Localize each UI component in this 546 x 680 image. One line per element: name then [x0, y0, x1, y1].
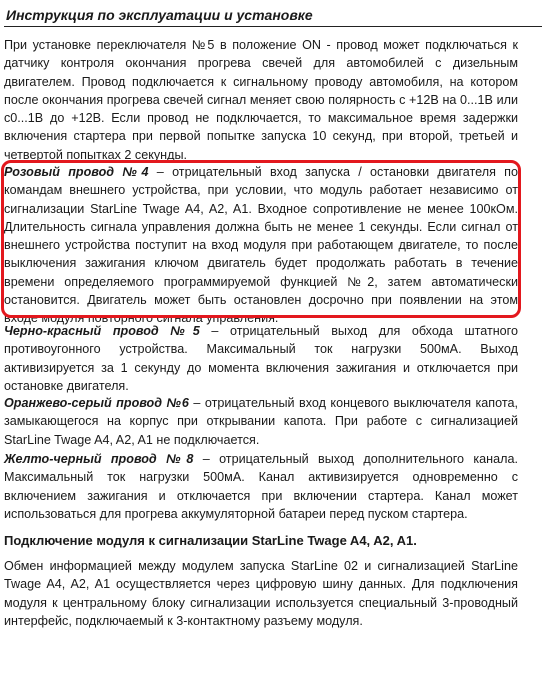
wire-6-text: – отрицательный вход концевого выключателя капота, замыкающегося на корпус при открывании капота. При работе с сигнализацией StarLine Twage A4, A2, A1 не подключается.	[4, 396, 518, 447]
wire-8-term: Желто-черный провод №8	[4, 452, 194, 466]
wire-4-text: – отрицательный вход запуска / остановки двигателя по командам внешнего устройства, при условии, что модуль работает независимо от сигнализации StarLine Twage A4, A2, A1. Входное сопротивление не менее 100кОм. Длительность сигнала управления должна быть не менее 1 секунды. Если сигнал от внешнего устройства поступит на вход модуля при работающем двигателе, то после выключения зажигания ключом двигатель будет продолжать работать в течение времени определяемого программируемой функцией №2, затем автоматически остановится. Двигатель может быть остановлен досрочно при появлении на этом входе модуля повторного сигнала управления.	[4, 165, 519, 326]
wire-5-paragraph	[4, 322, 518, 395]
intro-paragraph: При установке переключателя №5 в положение ON - провод может подключаться к датчику контроля окончания прогрева свечей для автомобилей с дизельным двигателем. Провод подключается к сигнальному проводу автомобиля, на котором после окончания прогрева свечей сигнал меняет свою полярность с +12В на 0...1В или с0...1В до +12В. Если провод не подключается, то максимальное время задержки включения стартера при первой попытке запуска 10 секунд, при второй, третьей и четвертой попытках 2 секунды.	[4, 38, 518, 162]
wire-6-term: Оранжево-серый провод №6	[4, 396, 189, 410]
wire-5-text: – отрицательный выход для обхода штатного противоугонного устройства. Максимальный ток нагрузки 500мА. Выход активизируется за 1 секунду до момента включения зажигания и отключается при остановке двигателя.	[4, 324, 518, 393]
wire-8-text: – отрицательный выход дополнительного канала. Максимальный ток нагрузки 500мА. Канал активизируется одновременно с включением зажигания и отключается при включении стартера. Канал может использоваться для прогрева аккумуляторной батареи перед пуском стартера.	[4, 452, 518, 521]
section-paragraph: Обмен информацией между модулем запуска StarLine 02 и сигнализацией StarLine Twage A4, A2, A1 осуществляется через цифровую шину данных. Для подключения модуля к центральному блоку сигнализации используется специальный 3-проводный интерфейс, подключаемый к 3-контактному разъему модуля.	[4, 559, 518, 628]
wire-4-term: Розовый провод №4	[4, 165, 149, 179]
red-highlight-box	[1, 160, 521, 318]
page-header	[4, 4, 542, 27]
wire-8-paragraph	[4, 450, 518, 523]
section-title: Подключение модуля к сигнализации StarLine Twage A4, A2, A1.	[4, 533, 417, 548]
wire-5-term: Черно-красный провод №5	[4, 324, 200, 338]
header-title: Инструкция по эксплуатации и установке	[6, 7, 313, 23]
wire-6-paragraph	[4, 394, 518, 449]
